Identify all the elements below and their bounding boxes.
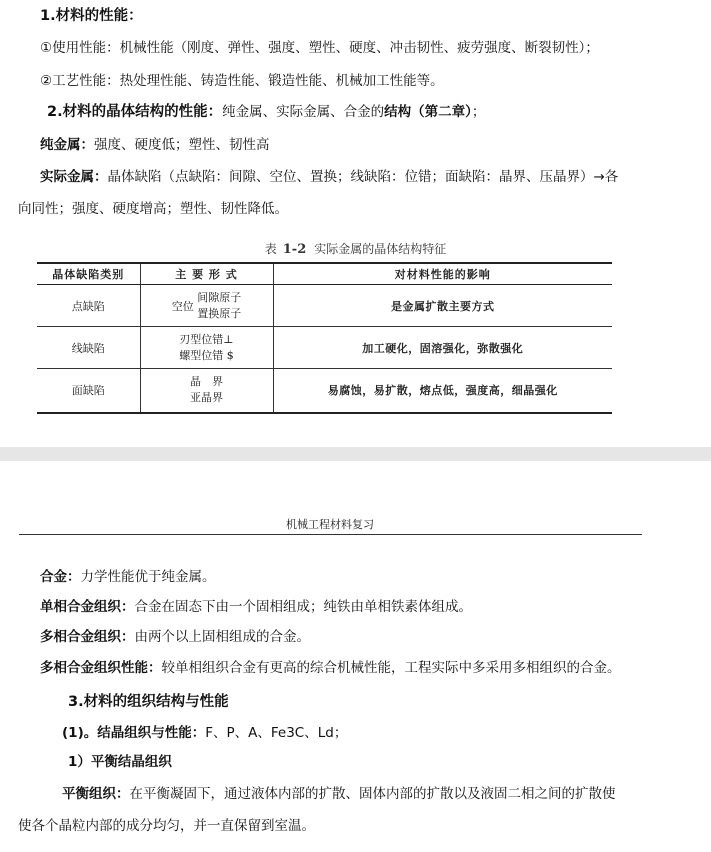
heading2-tail: ； — [471, 104, 486, 120]
crystal-structure-text: F、P、A、Fe3C、Ld； — [205, 725, 348, 741]
multi-phase-text: 由两个以上固相组成的合金。 — [134, 629, 310, 645]
multi-phase-label: 多相合金组织： — [40, 629, 135, 645]
real-metal-line — [40, 167, 618, 187]
defect-impact: 加工硬化，固溶强化，弥散强化 — [362, 341, 524, 355]
table-row — [37, 285, 612, 327]
crystal-structure-label: (1)。结晶组织与性能： — [62, 725, 206, 741]
multi-phase-perf-text: 较单相组织合金有更高的综合机械性能，工程实际中多采用多相组织的合金。 — [161, 660, 621, 676]
heading2-rest: 纯金属、实际金属、合金的 — [222, 104, 385, 120]
caption-number: 1-2 — [282, 242, 307, 257]
multi-phase-perf-line — [40, 658, 621, 678]
single-phase-text: 合金在固态下由一个固相组成；纯铁由单相铁素体组成。 — [134, 599, 472, 615]
equilibrium-subheading: 1）平衡结晶组织 — [68, 754, 172, 770]
real-metal-line-cont: 向同性；强度、硬度增高；塑性、韧性降低。 — [18, 201, 288, 217]
heading2-bold2: 结构 — [384, 104, 412, 120]
form-line: 亚晶界 — [190, 391, 223, 405]
equilibrium-line-cont: 使各个晶粒内部的成分均匀，并一直保留到室温。 — [18, 818, 315, 834]
defect-form — [140, 369, 273, 413]
real-metal-text: 晶体缺陷（点缺陷：间隙、空位、置换；线缺陷：位错；面缺陷：晶界、压晶界）→各 — [107, 169, 619, 185]
heading2-bold: 2.材料的晶体结构的性能： — [47, 104, 223, 120]
form-line: 螺型位错 $ — [179, 348, 234, 362]
alloy-text: 力学性能优于纯金属。 — [80, 569, 216, 585]
heading-structure-properties: 3.材料的组织结构与性能 — [68, 694, 229, 710]
caption-prefix: 表 — [264, 242, 277, 256]
form-line: 置换原子 — [197, 306, 242, 320]
form-line: 间隙原子 — [197, 290, 242, 304]
running-header: 机械工程材料复习 — [286, 518, 374, 531]
defect-impact: 易腐蚀，易扩散，熔点低，强度高，细晶强化 — [327, 384, 558, 398]
alloy-line — [40, 567, 216, 587]
crystal-structure-line — [62, 723, 347, 743]
defect-category: 线缺陷 — [37, 327, 140, 369]
real-metal-label: 实际金属： — [40, 169, 108, 185]
single-phase-line — [40, 597, 472, 617]
form-main: 空位 — [171, 299, 194, 313]
page-separator — [0, 447, 711, 461]
equilibrium-label: 平衡组织： — [62, 786, 130, 802]
table-caption — [0, 240, 711, 257]
header-main-form: 主 要 形 式 — [140, 263, 273, 285]
header-rule — [19, 534, 642, 535]
single-phase-label: 单相合金组织： — [40, 599, 135, 615]
table-row — [37, 327, 612, 369]
alloy-label: 合金： — [40, 569, 81, 585]
table-header-row — [37, 263, 612, 285]
process-properties-line: ②工艺性能：热处理性能、铸造性能、锻造性能、机械加工性能等。 — [40, 73, 444, 89]
table-row — [37, 369, 612, 413]
heading2-chapter: （第二章） — [411, 104, 472, 120]
pure-metal-text: 强度、硬度低；塑性、韧性高 — [94, 137, 270, 153]
equilibrium-line — [62, 784, 616, 804]
defect-category: 面缺陷 — [37, 369, 140, 413]
multi-phase-perf-label: 多相合金组织性能： — [40, 660, 162, 676]
defect-category: 点缺陷 — [37, 285, 140, 327]
defect-impact: 是金属扩散主要方式 — [391, 299, 495, 313]
multi-phase-line — [40, 627, 310, 647]
form-line: 晶 界 — [190, 375, 223, 389]
pure-metal-line — [40, 135, 270, 155]
equilibrium-text: 在平衡凝固下，通过液体内部的扩散、固体内部的扩散以及液固二相之间的扩散使 — [129, 786, 616, 802]
header-property-impact: 对材料性能的影响 — [394, 268, 491, 281]
caption-title: 实际金属的晶体结构特征 — [314, 242, 447, 256]
use-properties-line: ①使用性能：机械性能（刚度、弹性、强度、塑性、硬度、冲击韧性、疲劳强度、断裂韧性）； — [40, 40, 599, 56]
crystal-defects-table — [37, 262, 612, 414]
form-line: 刃型位错⊥ — [179, 332, 234, 346]
pure-metal-label: 纯金属： — [40, 137, 94, 153]
defect-form — [140, 327, 273, 369]
defect-form — [140, 285, 273, 327]
heading-crystal-structure — [47, 102, 485, 122]
header-defect-category: 晶体缺陷类别 — [37, 263, 140, 285]
heading-material-properties: 1.材料的性能： — [40, 8, 143, 24]
